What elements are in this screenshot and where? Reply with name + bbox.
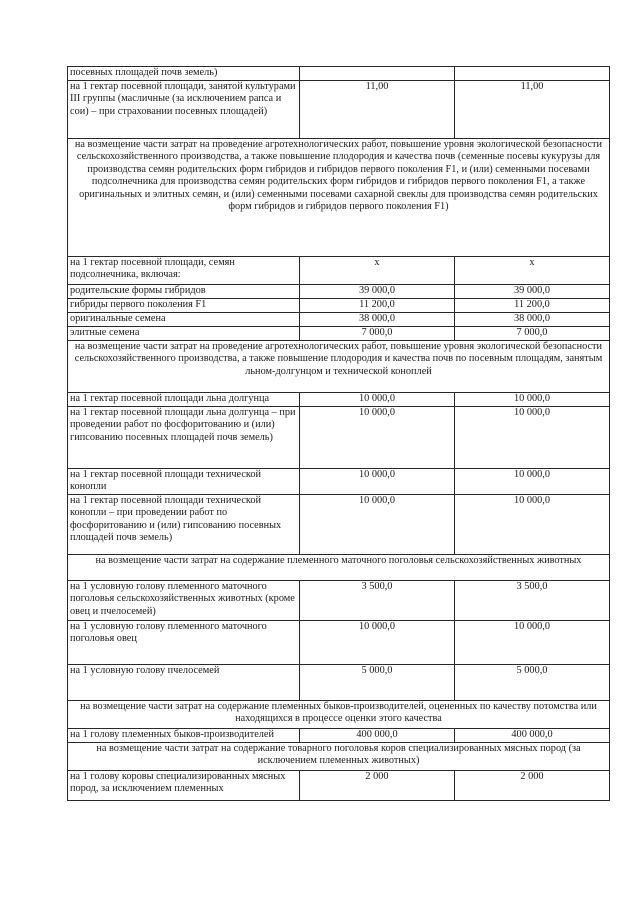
section-header: на возмещение части затрат на проведение агротехнологических работ, повышение уровня экологической безопасности сельскохозяйственного производства, а также повышение плодородия и качества почв (семенные посевы кукурузы для производства семян родительских форм гибридов и гибридов первого поколения F1, и (или) семенными посевами подсолнечника для производства семян родительских форм гибридов и гибридов первого поколения F1, а также оригинальных и элитных семян, и (или) семенными посевами сахарной свеклы для производства семян родительских форм гибридов и гибридов первого поколения F1) [68, 139, 610, 257]
table-row [68, 327, 610, 341]
row-label: на 1 голову племенных быков-производителей [68, 729, 300, 743]
rate-value-1 [300, 67, 455, 81]
row-label: на 1 гектар посевной площади технической конопли – при проведении работ по фосфоритованию и (или) гипсованию посевных площадей почв земель) [68, 495, 300, 555]
row-label: на 1 гектар посевной площади льна долгунца – при проведении работ по фосфоритованию и (или) гипсованию посевных площадей почв земель) [68, 407, 300, 469]
rate-value-2: x [455, 257, 610, 285]
rate-value-2: 10 000,0 [455, 469, 610, 495]
rate-value-1: 38 000,0 [300, 313, 455, 327]
rate-value-1: 2 000 [300, 771, 455, 801]
table-row [68, 621, 610, 665]
table-row [68, 407, 610, 469]
rate-value-2: 39 000,0 [455, 285, 610, 299]
rate-value-1: 10 000,0 [300, 469, 455, 495]
rate-value-2: 10 000,0 [455, 621, 610, 665]
table-row [68, 81, 610, 139]
rate-value-2: 3 500,0 [455, 581, 610, 621]
row-label: на 1 голову коровы специализированных мясных пород, за исключением племенных [68, 771, 300, 801]
rate-value-1: 10 000,0 [300, 495, 455, 555]
rate-value-1: 39 000,0 [300, 285, 455, 299]
row-label: оригинальные семена [68, 313, 300, 327]
section-header: на возмещение части затрат на проведение агротехнологических работ, повышение уровня экологической безопасности сельскохозяйственного производства, а также повышение плодородия и качества почв по посевным площадям, занятым льном-долгунцом и технической коноплей [68, 341, 610, 393]
section-header-row [68, 341, 610, 393]
rate-value-1: 3 500,0 [300, 581, 455, 621]
row-label: на 1 гектар посевной площади, занятой культурами III группы (масличные (за исключением рапса и сои) – при страховании посевных площадей) [68, 81, 300, 139]
table-row [68, 495, 610, 555]
table-row [68, 469, 610, 495]
row-label: элитные семена [68, 327, 300, 341]
rate-value-2: 2 000 [455, 771, 610, 801]
row-label: посевных площадей почв земель) [68, 67, 300, 81]
rate-value-2: 38 000,0 [455, 313, 610, 327]
table-row [68, 257, 610, 285]
rate-value-1: x [300, 257, 455, 285]
table-row [68, 729, 610, 743]
table-row [68, 581, 610, 621]
rate-value-2: 5 000,0 [455, 665, 610, 701]
table-row [68, 67, 610, 81]
row-label: на 1 гектар посевной площади льна долгунца [68, 393, 300, 407]
rate-value-1: 10 000,0 [300, 393, 455, 407]
rate-value-1: 11,00 [300, 81, 455, 139]
row-label: гибриды первого поколения F1 [68, 299, 300, 313]
section-header: на возмещение части затрат на содержание племенных быков-производителей, оцененных по качеству потомства или находящихся в процессе оценки этого качества [68, 701, 610, 729]
rate-value-2: 11,00 [455, 81, 610, 139]
section-header-row [68, 701, 610, 729]
rate-value-1: 10 000,0 [300, 407, 455, 469]
row-label: на 1 условную голову пчелосемей [68, 665, 300, 701]
rate-value-2: 10 000,0 [455, 407, 610, 469]
table-row [68, 299, 610, 313]
table-row [68, 771, 610, 801]
rates-table-body [68, 67, 610, 801]
rate-value-1: 5 000,0 [300, 665, 455, 701]
rate-value-2: 10 000,0 [455, 393, 610, 407]
section-header-row [68, 139, 610, 257]
rate-value-1: 7 000,0 [300, 327, 455, 341]
row-label: на 1 гектар посевной площади технической конопли [68, 469, 300, 495]
table-row [68, 665, 610, 701]
rate-value-2: 11 200,0 [455, 299, 610, 313]
section-header-row [68, 743, 610, 771]
section-header: на возмещение части затрат на содержание племенного маточного поголовья сельскохозяйственных животных [68, 555, 610, 581]
rate-value-1: 10 000,0 [300, 621, 455, 665]
rate-value-2 [455, 67, 610, 81]
row-label: на 1 условную голову племенного маточного поголовья овец [68, 621, 300, 665]
rate-value-1: 11 200,0 [300, 299, 455, 313]
table-row [68, 393, 610, 407]
rate-value-2: 10 000,0 [455, 495, 610, 555]
row-label: родительские формы гибридов [68, 285, 300, 299]
rate-value-2: 400 000,0 [455, 729, 610, 743]
rates-table [67, 66, 610, 801]
rate-value-2: 7 000,0 [455, 327, 610, 341]
row-label: на 1 гектар посевной площади, семян подсолнечника, включая: [68, 257, 300, 285]
section-header: на возмещение части затрат на содержание товарного поголовья коров специализированных мясных пород (за исключением племенных животных) [68, 743, 610, 771]
rate-value-1: 400 000,0 [300, 729, 455, 743]
section-header-row [68, 555, 610, 581]
table-row [68, 313, 610, 327]
row-label: на 1 условную голову племенного маточного поголовья сельскохозяйственных животных (кроме овец и пчелосемей) [68, 581, 300, 621]
table-row [68, 285, 610, 299]
